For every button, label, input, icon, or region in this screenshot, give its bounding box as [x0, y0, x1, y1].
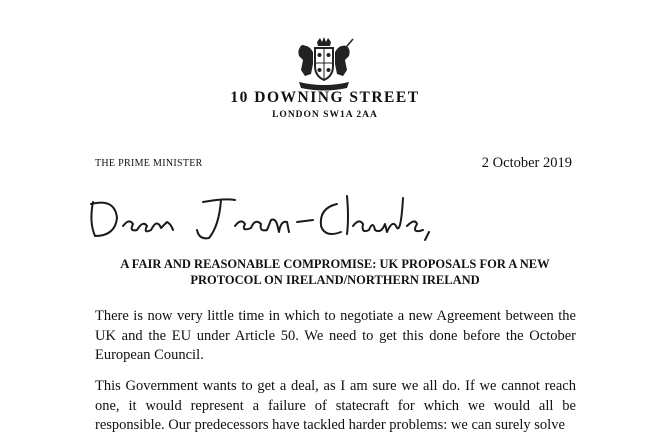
- body-paragraph: There is now very little time in which to negotiate a new Agreement between the UK and the EU under Article 50. We need to get this done before the October European Council.: [95, 308, 576, 363]
- letter-date: 2 October 2019: [481, 155, 572, 171]
- handwritten-salutation: [85, 188, 445, 248]
- letterhead-address-street: 10 DOWNING STREET: [230, 89, 420, 106]
- letterhead-address-city: LONDON SW1A 2AA: [272, 110, 378, 120]
- royal-coat-of-arms-icon: [293, 36, 355, 94]
- sender-title: THE PRIME MINISTER: [95, 158, 203, 169]
- letter-heading: A FAIR AND REASONABLE COMPROMISE: UK PROPOSALS FOR A NEW PROTOCOL ON IRELAND/NORTHERN IRELAND: [120, 257, 550, 287]
- body-paragraph: This Government wants to get a deal, as I am sure we all do. If we cannot reach one, it would represent a failure of statecraft for which we would all be responsible. Our predecessors have tackled harder problems: we can surely solve: [95, 378, 576, 433]
